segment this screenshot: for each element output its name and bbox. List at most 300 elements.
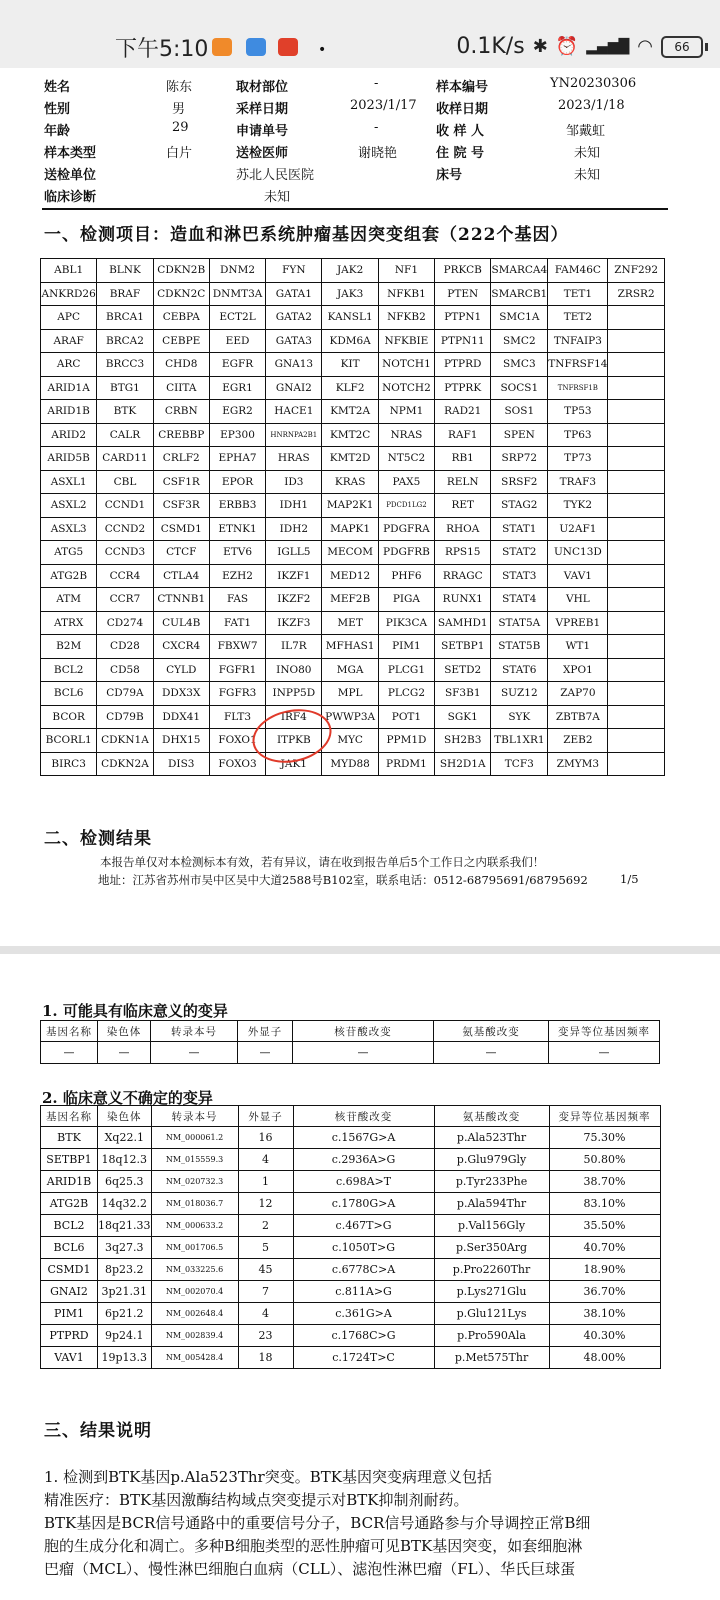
info-label: 收样日期 xyxy=(436,102,489,117)
gene-cell xyxy=(608,635,664,659)
gene-cell: MAP2K1 xyxy=(322,494,378,518)
table-cell: ATG2B xyxy=(41,1193,98,1215)
gene-cell: CEBPA xyxy=(153,306,209,330)
gene-row xyxy=(41,494,665,518)
gene-cell: WT1 xyxy=(548,635,608,659)
gene-cell: TRAF3 xyxy=(548,470,608,494)
gene-cell: IKZF2 xyxy=(266,588,322,612)
gene-cell: PIM1 xyxy=(378,635,434,659)
gene-cell: STAT6 xyxy=(491,658,548,682)
gene-cell: DIS3 xyxy=(153,752,209,776)
gene-cell: CCR7 xyxy=(97,588,153,612)
gene-cell: CIITA xyxy=(153,376,209,400)
gene-cell: ID3 xyxy=(266,470,322,494)
table-cell: NM_002070.4 xyxy=(151,1281,238,1303)
gene-cell: EGR1 xyxy=(209,376,265,400)
gene-cell: SMARCA4 xyxy=(491,259,548,283)
info-value: - xyxy=(374,120,379,135)
gene-cell xyxy=(608,705,664,729)
gene-cell: ZBTB7A xyxy=(548,705,608,729)
gene-cell xyxy=(608,752,664,776)
explanation-line: BTK基因是BCR信号通路中的重要信号分子，BCR信号通路参与介导调控正常B细 xyxy=(44,1514,591,1532)
info-row xyxy=(44,142,668,164)
gene-cell: PAX5 xyxy=(378,470,434,494)
table-cell: 40.70% xyxy=(549,1237,660,1259)
gene-cell: BRCC3 xyxy=(97,353,153,377)
info-label: 床号 xyxy=(436,168,463,183)
explanation-line: 1. 检测到BTK基因p.Ala523Thr突变。BTK基因突变病理意义包括 xyxy=(44,1468,492,1486)
gene-cell: SETBP1 xyxy=(435,635,491,659)
info-label: 收 样 人 xyxy=(436,124,485,139)
gene-cell: CALR xyxy=(97,423,153,447)
table-cell: 83.10% xyxy=(549,1193,660,1215)
gene-cell: DDX3X xyxy=(153,682,209,706)
gene-cell: MYD88 xyxy=(322,752,378,776)
table-title-clinical: 1. 可能具有临床意义的变异 xyxy=(42,1002,228,1020)
gene-cell: CXCR4 xyxy=(153,635,209,659)
gene-cell: CSF3R xyxy=(153,494,209,518)
section-title-results: 二、检测结果 xyxy=(44,829,152,849)
gene-cell: ARC xyxy=(41,353,97,377)
gene-cell: BCL2 xyxy=(41,658,97,682)
notice-text: 本报告单仅对本检测标本有效，若有异议，请在收到报告单后5个工作日之内联系我们！ xyxy=(100,855,545,869)
status-right xyxy=(456,34,708,59)
gene-cell: ERBB3 xyxy=(209,494,265,518)
table-cell: p.Pro590Ala xyxy=(434,1325,549,1347)
gene-cell: FAS xyxy=(209,588,265,612)
table-cell: 3q27.3 xyxy=(98,1237,152,1259)
table-cell: NM_015559.3 xyxy=(151,1149,238,1171)
gene-cell: FGFR3 xyxy=(209,682,265,706)
gene-cell: SYK xyxy=(491,705,548,729)
table-cell: 38.70% xyxy=(549,1171,660,1193)
table-cell: c.6778C>A xyxy=(293,1259,434,1281)
gene-cell: ITPKB xyxy=(266,729,322,753)
table-cell: BTK xyxy=(41,1127,98,1149)
gene-cell: ZMYM3 xyxy=(548,752,608,776)
gene-cell: EZH2 xyxy=(209,564,265,588)
gene-cell: NT5C2 xyxy=(378,447,434,471)
gene-cell: DDX41 xyxy=(153,705,209,729)
info-label: 年龄 xyxy=(44,124,71,139)
gene-row xyxy=(41,470,665,494)
gene-cell xyxy=(608,611,664,635)
gene-cell: CCND3 xyxy=(97,541,153,565)
table-cell: NM_000633.2 xyxy=(151,1215,238,1237)
gene-cell: CCND2 xyxy=(97,517,153,541)
table-cell: 7 xyxy=(238,1281,293,1303)
gene-cell: SMC1A xyxy=(491,306,548,330)
gene-cell xyxy=(608,376,664,400)
info-value: 白片 xyxy=(166,146,193,161)
gene-cell: INPP5D xyxy=(266,682,322,706)
gene-cell: HNRNPA2B1 xyxy=(266,423,322,447)
info-value: 未知 xyxy=(574,168,601,183)
gene-cell: ARID5B xyxy=(41,447,97,471)
table-cell: 16 xyxy=(238,1127,293,1149)
gene-cell: TNFRSF14 xyxy=(548,353,608,377)
table-cell: 75.30% xyxy=(549,1127,660,1149)
gene-cell: PIGA xyxy=(378,588,434,612)
gene-cell: MPL xyxy=(322,682,378,706)
more-notifications-dot: • xyxy=(318,42,327,58)
gene-cell: MEF2B xyxy=(322,588,378,612)
gene-cell: CREBBP xyxy=(153,423,209,447)
result-explanation xyxy=(44,1466,664,1581)
table-cell: NM_020732.3 xyxy=(151,1171,238,1193)
gene-cell: PTPN1 xyxy=(435,306,491,330)
gene-cell: VPREB1 xyxy=(548,611,608,635)
table-row xyxy=(41,1325,661,1347)
table-cell: — xyxy=(434,1042,549,1064)
gene-cell: HRAS xyxy=(266,447,322,471)
table-row xyxy=(41,1193,661,1215)
gene-cell: CBL xyxy=(97,470,153,494)
gene-cell: BIRC3 xyxy=(41,752,97,776)
gene-cell: ZNF292 xyxy=(608,259,664,283)
info-label: 送检单位 xyxy=(44,168,97,183)
column-header: 基因名称 xyxy=(41,1106,98,1127)
table-cell: 18q21.33 xyxy=(98,1215,152,1237)
signal-icon: ▂▄▆█ xyxy=(586,38,630,55)
table-cell: PTPRD xyxy=(41,1325,98,1347)
gene-cell: KRAS xyxy=(322,470,378,494)
gene-cell: CD28 xyxy=(97,635,153,659)
table-cell: 19p13.3 xyxy=(98,1347,152,1369)
table-cell: p.Val156Gly xyxy=(434,1215,549,1237)
gene-panel-table xyxy=(40,258,665,776)
gene-cell: SMC2 xyxy=(491,329,548,353)
gene-cell: RUNX1 xyxy=(435,588,491,612)
table-cell: p.Pro2260Thr xyxy=(434,1259,549,1281)
gene-cell: ASXL2 xyxy=(41,494,97,518)
gene-cell: PTEN xyxy=(435,282,491,306)
table-cell: c.1050T>G xyxy=(293,1237,434,1259)
table-cell: NM_002648.4 xyxy=(151,1303,238,1325)
gene-row xyxy=(41,353,665,377)
table-cell: BCL6 xyxy=(41,1237,98,1259)
gene-cell: TBL1XR1 xyxy=(491,729,548,753)
gene-cell: BRAF xyxy=(97,282,153,306)
gene-cell: SPEN xyxy=(491,423,548,447)
gene-cell: SMC3 xyxy=(491,353,548,377)
table-cell: 9p24.1 xyxy=(98,1325,152,1347)
gene-cell: SOCS1 xyxy=(491,376,548,400)
gene-row xyxy=(41,541,665,565)
bluetooth-icon: ✱ xyxy=(532,36,548,57)
info-value: 未知 xyxy=(264,190,291,205)
gene-cell: CHD8 xyxy=(153,353,209,377)
column-header: 转录本号 xyxy=(151,1106,238,1127)
column-header: 变异等位基因频率 xyxy=(549,1021,660,1042)
gene-cell: CEBPE xyxy=(153,329,209,353)
gene-cell: RET xyxy=(435,494,491,518)
table-cell: p.Glu121Lys xyxy=(434,1303,549,1325)
info-row xyxy=(44,164,668,186)
table-cell: NM_000061.2 xyxy=(151,1127,238,1149)
gene-cell xyxy=(608,400,664,424)
gene-cell: PTPRK xyxy=(435,376,491,400)
info-row xyxy=(44,186,668,208)
gene-cell: GATA1 xyxy=(266,282,322,306)
table-row xyxy=(41,1237,661,1259)
gene-cell: PDCD1LG2 xyxy=(378,494,434,518)
gene-cell: NFKB2 xyxy=(378,306,434,330)
table-cell: c.1724T>C xyxy=(293,1347,434,1369)
table-cell: 5 xyxy=(238,1237,293,1259)
table-cell: c.1768C>G xyxy=(293,1325,434,1347)
gene-cell: EPHA7 xyxy=(209,447,265,471)
clinical-variant-table xyxy=(40,1020,660,1064)
gene-cell: FOXO3 xyxy=(209,752,265,776)
table-row xyxy=(41,1215,661,1237)
gene-cell: BCL6 xyxy=(41,682,97,706)
table-cell: 6p21.2 xyxy=(98,1303,152,1325)
gene-row xyxy=(41,376,665,400)
info-value: 未知 xyxy=(574,146,601,161)
gene-cell: CTLA4 xyxy=(153,564,209,588)
gene-cell: ARID1B xyxy=(41,400,97,424)
table-cell: 36.70% xyxy=(549,1281,660,1303)
gene-cell: BRCA1 xyxy=(97,306,153,330)
gene-cell: MFHAS1 xyxy=(322,635,378,659)
table-cell: 1 xyxy=(238,1171,293,1193)
gene-cell: SUZ12 xyxy=(491,682,548,706)
gene-cell: CD274 xyxy=(97,611,153,635)
gene-row xyxy=(41,517,665,541)
gene-cell: SMARCB1 xyxy=(491,282,548,306)
table-cell: — xyxy=(98,1042,151,1064)
gene-cell xyxy=(608,564,664,588)
column-header: 染色体 xyxy=(98,1021,151,1042)
table-cell: NM_018036.7 xyxy=(151,1193,238,1215)
gene-cell: IRF4 xyxy=(266,705,322,729)
status-bar xyxy=(0,0,720,68)
info-label: 姓名 xyxy=(44,80,71,95)
table-cell: — xyxy=(549,1042,660,1064)
gene-cell: ABL1 xyxy=(41,259,97,283)
divider-line xyxy=(42,208,668,210)
wifi-icon: ◠ xyxy=(637,36,653,57)
gene-cell: ATG5 xyxy=(41,541,97,565)
gene-cell: PDGFRB xyxy=(378,541,434,565)
gene-cell: CD79A xyxy=(97,682,153,706)
gene-cell xyxy=(608,447,664,471)
gene-cell: RRAGC xyxy=(435,564,491,588)
gene-cell: MGA xyxy=(322,658,378,682)
table-cell: 4 xyxy=(238,1303,293,1325)
table-cell: — xyxy=(238,1042,293,1064)
gene-cell: FYN xyxy=(266,259,322,283)
gene-row xyxy=(41,400,665,424)
gene-cell: UNC13D xyxy=(548,541,608,565)
battery-icon: 66 xyxy=(661,36,703,58)
table-cell: c.1780G>A xyxy=(293,1193,434,1215)
table-cell: 18.90% xyxy=(549,1259,660,1281)
gene-cell: TP63 xyxy=(548,423,608,447)
table-cell: SETBP1 xyxy=(41,1149,98,1171)
gene-cell: BRCA2 xyxy=(97,329,153,353)
gene-row xyxy=(41,682,665,706)
gene-cell: IKZF1 xyxy=(266,564,322,588)
gene-cell: RB1 xyxy=(435,447,491,471)
table-cell: ARID1B xyxy=(41,1171,98,1193)
gene-cell: TET1 xyxy=(548,282,608,306)
gene-cell: PTPRD xyxy=(435,353,491,377)
table-cell: p.Ser350Arg xyxy=(434,1237,549,1259)
gene-row xyxy=(41,423,665,447)
gene-cell xyxy=(608,588,664,612)
explanation-line: 胞的生成分化和凋亡。多种B细胞类型的恶性肿瘤可见BTK基因突变，如套细胞淋 xyxy=(44,1537,583,1555)
table-cell: 8p23.2 xyxy=(98,1259,152,1281)
gene-cell: CD79B xyxy=(97,705,153,729)
section-title-test-items: 一、检测项目：造血和淋巴系统肿瘤基因突变组套（222个基因） xyxy=(44,225,569,245)
table-cell: p.Glu979Gly xyxy=(434,1149,549,1171)
gene-cell: PPM1D xyxy=(378,729,434,753)
gene-cell: NOTCH1 xyxy=(378,353,434,377)
table-cell: c.1567G>A xyxy=(293,1127,434,1149)
gene-cell: SH2D1A xyxy=(435,752,491,776)
gene-cell: U2AF1 xyxy=(548,517,608,541)
gene-row xyxy=(41,259,665,283)
gene-cell: RAD21 xyxy=(435,400,491,424)
gene-cell: FBXW7 xyxy=(209,635,265,659)
app-notification-icon xyxy=(246,38,266,56)
table-cell: BCL2 xyxy=(41,1215,98,1237)
gene-cell: STAT4 xyxy=(491,588,548,612)
alarm-icon: ⏰ xyxy=(555,36,579,57)
gene-cell: CYLD xyxy=(153,658,209,682)
table-cell: — xyxy=(151,1042,238,1064)
gene-cell: CDKN2B xyxy=(153,259,209,283)
info-label: 样本编号 xyxy=(436,80,489,95)
gene-cell: ARAF xyxy=(41,329,97,353)
gene-cell: TET2 xyxy=(548,306,608,330)
table-row xyxy=(41,1303,661,1325)
gene-cell: SRP72 xyxy=(491,447,548,471)
gene-cell: KMT2D xyxy=(322,447,378,471)
table-row xyxy=(41,1259,661,1281)
gene-row xyxy=(41,282,665,306)
table-cell: 35.50% xyxy=(549,1215,660,1237)
gene-cell: INO80 xyxy=(266,658,322,682)
table-cell: c.361G>A xyxy=(293,1303,434,1325)
gene-cell: CD58 xyxy=(97,658,153,682)
gene-cell: MET xyxy=(322,611,378,635)
patient-info xyxy=(44,76,668,208)
table-cell: c.698A>T xyxy=(293,1171,434,1193)
gene-cell: GATA3 xyxy=(266,329,322,353)
table-cell: c.467T>G xyxy=(293,1215,434,1237)
table-cell: NM_001706.5 xyxy=(151,1237,238,1259)
gene-cell: CCND1 xyxy=(97,494,153,518)
gene-row xyxy=(41,588,665,612)
table-cell: 18 xyxy=(238,1347,293,1369)
gene-cell: STAT3 xyxy=(491,564,548,588)
gene-cell: FGFR1 xyxy=(209,658,265,682)
info-value: 2023/1/18 xyxy=(558,98,625,113)
gene-cell: SH2B3 xyxy=(435,729,491,753)
table-cell: 2 xyxy=(238,1215,293,1237)
gene-cell: STAT1 xyxy=(491,517,548,541)
gene-cell: CUL4B xyxy=(153,611,209,635)
gene-cell: SRSF2 xyxy=(491,470,548,494)
gene-cell: STAG2 xyxy=(491,494,548,518)
gene-cell: ATRX xyxy=(41,611,97,635)
info-value: 2023/1/17 xyxy=(350,98,417,113)
gene-cell: KLF2 xyxy=(322,376,378,400)
gene-cell: JAK3 xyxy=(322,282,378,306)
info-value: 男 xyxy=(172,102,186,117)
column-header: 氨基酸改变 xyxy=(434,1021,549,1042)
gene-cell: ATM xyxy=(41,588,97,612)
table-cell: — xyxy=(41,1042,98,1064)
gene-cell: TNFAIP3 xyxy=(548,329,608,353)
table-cell: NM_002839.4 xyxy=(151,1325,238,1347)
section-title-explanation: 三、结果说明 xyxy=(44,1421,152,1441)
network-speed: 0.1K/s xyxy=(456,34,525,59)
gene-cell: PRKCB xyxy=(435,259,491,283)
info-row xyxy=(44,98,668,120)
gene-cell: BTG1 xyxy=(97,376,153,400)
gene-cell: POT1 xyxy=(378,705,434,729)
gene-cell: IKZF3 xyxy=(266,611,322,635)
table-cell: p.Met575Thr xyxy=(434,1347,549,1369)
table-cell: p.Ala594Thr xyxy=(434,1193,549,1215)
gene-row xyxy=(41,564,665,588)
gene-cell: GNA13 xyxy=(266,353,322,377)
gene-cell xyxy=(608,329,664,353)
gene-row xyxy=(41,611,665,635)
table-cell: 23 xyxy=(238,1325,293,1347)
gene-cell: ETV6 xyxy=(209,541,265,565)
gene-cell: CDKN1A xyxy=(97,729,153,753)
gene-cell: ARID1A xyxy=(41,376,97,400)
gene-cell: PTPN11 xyxy=(435,329,491,353)
gene-cell: ASXL3 xyxy=(41,517,97,541)
gene-cell: IDH1 xyxy=(266,494,322,518)
gene-cell: JAK2 xyxy=(322,259,378,283)
gene-cell: MAPK1 xyxy=(322,517,378,541)
info-value: 陈东 xyxy=(166,80,193,95)
gene-row xyxy=(41,729,665,753)
gene-cell: VAV1 xyxy=(548,564,608,588)
gene-cell: VHL xyxy=(548,588,608,612)
info-label: 住 院 号 xyxy=(436,146,485,161)
column-header: 染色体 xyxy=(98,1106,152,1127)
gene-cell: STAT5A xyxy=(491,611,548,635)
gene-cell: XPO1 xyxy=(548,658,608,682)
table-cell: c.2936A>G xyxy=(293,1149,434,1171)
gene-cell: CRBN xyxy=(153,400,209,424)
table-cell: 12 xyxy=(238,1193,293,1215)
column-header: 外显子 xyxy=(238,1021,293,1042)
gene-cell xyxy=(608,658,664,682)
uncertain-variant-table xyxy=(40,1105,661,1369)
gene-cell: ETNK1 xyxy=(209,517,265,541)
info-label: 临床诊断 xyxy=(44,190,97,205)
gene-cell: HACE1 xyxy=(266,400,322,424)
gene-cell: GATA2 xyxy=(266,306,322,330)
info-label: 性别 xyxy=(44,102,71,117)
gene-cell: CARD11 xyxy=(97,447,153,471)
gene-cell: PLCG2 xyxy=(378,682,434,706)
table-cell: 14q32.2 xyxy=(98,1193,152,1215)
gene-cell: CTCF xyxy=(153,541,209,565)
table-row xyxy=(41,1347,661,1369)
table-header-row xyxy=(41,1021,660,1042)
column-header: 基因名称 xyxy=(41,1021,98,1042)
